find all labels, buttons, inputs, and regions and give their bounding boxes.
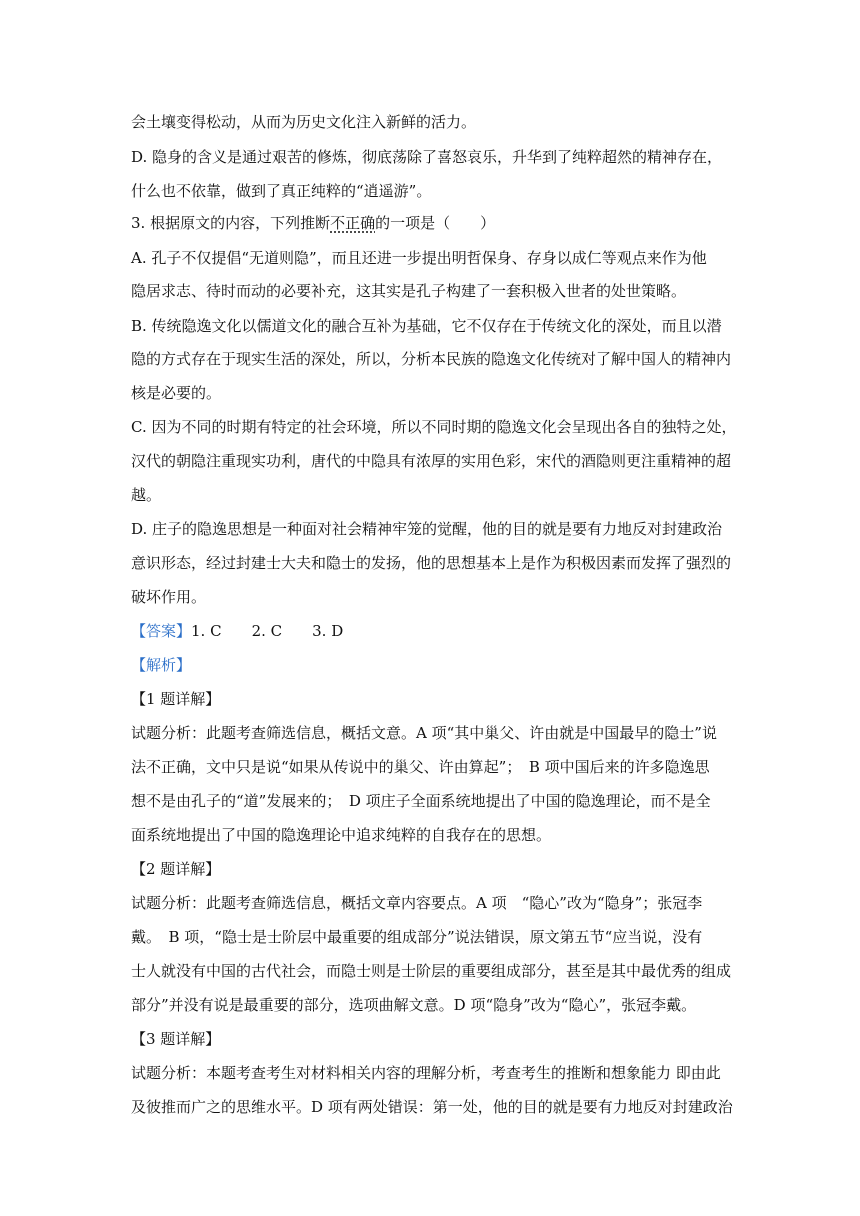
emphasis-not-correct: 不正确 <box>330 214 376 232</box>
option-c-line-2: 汉代的朝隐注重现实功利，唐代的中隐具有浓厚的实用色彩，宋代的酒隐则更注重精神的超 <box>131 452 732 470</box>
analysis-label: 【解析】 <box>131 656 192 674</box>
analysis-1-line-2: 法不正确，文中只是说“如果从传说中的巢父、许由算起”； B 项中国后来的许多隐逸思 <box>131 758 710 776</box>
analysis-1-line-3: 想不是由孔子的“道”发展来的； D 项庄子全面系统地提出了中国的隐逸理论，而不是全 <box>131 792 711 810</box>
text-line: 会土壤变得松动，从而为历史文化注入新鲜的活力。 <box>131 113 477 131</box>
analysis-3-line-2: 及彼推而广之的思维水平。D 项有两处错误：第一处，他的目的就是要有力地反对封建政治 <box>131 1098 733 1116</box>
section-heading-2: 【2 题详解】 <box>131 860 221 878</box>
option-d-line-1: D. 隐身的含义是通过艰苦的修炼，彻底荡除了喜怒哀乐，升华到了纯粹超然的精神存在， <box>131 148 723 166</box>
question-3-text-b: 的一项是（ ） <box>375 214 496 232</box>
analysis-3-line-1: 试题分析：本题考查考生对材料相关内容的理解分析，考查考生的推断和想象能力 即由此 <box>131 1064 721 1082</box>
section-heading-1: 【1 题详解】 <box>131 690 221 708</box>
analysis-1-line-1: 试题分析：此题考查筛选信息，概括文意。A 项“其中巢父、许由就是中国最早的隐士”说 <box>131 724 717 742</box>
question-3-text-a: 3. 根据原文的内容，下列推断 <box>131 214 331 232</box>
option-b-line-3: 核是必要的。 <box>131 384 222 402</box>
option-d2-line-2: 意识形态，经过封建士大夫和隐士的发扬，他的思想基本上是作为积极因素而发挥了强烈的 <box>131 554 732 572</box>
option-a-line-1: A. 孔子不仅提倡“无道则隐”，而且还进一步提出明哲保身、存身以成仁等观点来作为他 <box>131 249 707 267</box>
section-heading-3: 【3 题详解】 <box>131 1030 221 1048</box>
option-d-line-2: 什么也不依靠，做到了真正纯粹的“逍遥游”。 <box>131 182 432 200</box>
option-a-line-2: 隐居求志、待时而动的必要补充，这其实是孔子构建了一套积极入世者的处世策略。 <box>131 282 687 300</box>
option-b-line-2: 隐的方式存在于现实生活的深处，所以，分析本民族的隐逸文化传统对了解中国人的精神内 <box>131 350 732 368</box>
analysis-2-line-4: 部分”并没有说是最重要的部分，选项曲解文意。D 项“隐身”改为“隐心”，张冠李戴。 <box>131 996 697 1014</box>
answer-label: 【答案】 <box>131 622 192 640</box>
option-b-line-1: B. 传统隐逸文化以儒道文化的融合互补为基础，它不仅存在于传统文化的深处，而且以潜 <box>131 317 722 335</box>
analysis-2-line-3: 士人就没有中国的古代社会，而隐士则是士阶层的重要组成部分，甚至是其中最优秀的组成 <box>131 962 732 980</box>
answer-line <box>131 621 343 641</box>
option-c-line-1: C. 因为不同的时期有特定的社会环境，所以不同时期的隐逸文化会呈现出各自的独特之处， <box>131 418 737 436</box>
analysis-2-line-1: 试题分析：此题考查筛选信息，概括文章内容要点。A 项 “隐心”改为“隐身”；张冠李 <box>131 894 703 912</box>
option-d2-line-3: 破坏作用。 <box>131 588 207 606</box>
question-3 <box>131 213 495 233</box>
answer-values: 1. C 2. C 3. D <box>191 622 344 640</box>
analysis-1-line-4: 面系统地提出了中国的隐逸理论中追求纯粹的自我存在的思想。 <box>131 826 552 844</box>
analysis-2-line-2: 戴。 B 项，“隐士是士阶层中最重要的组成部分”说法错误，原文第五节“应当说，没有 <box>131 928 703 946</box>
option-d2-line-1: D. 庄子的隐逸思想是一种面对社会精神牢笼的觉醒，他的目的就是要有力地反对封建政治 <box>131 520 723 538</box>
option-c-line-3: 越。 <box>131 486 162 504</box>
